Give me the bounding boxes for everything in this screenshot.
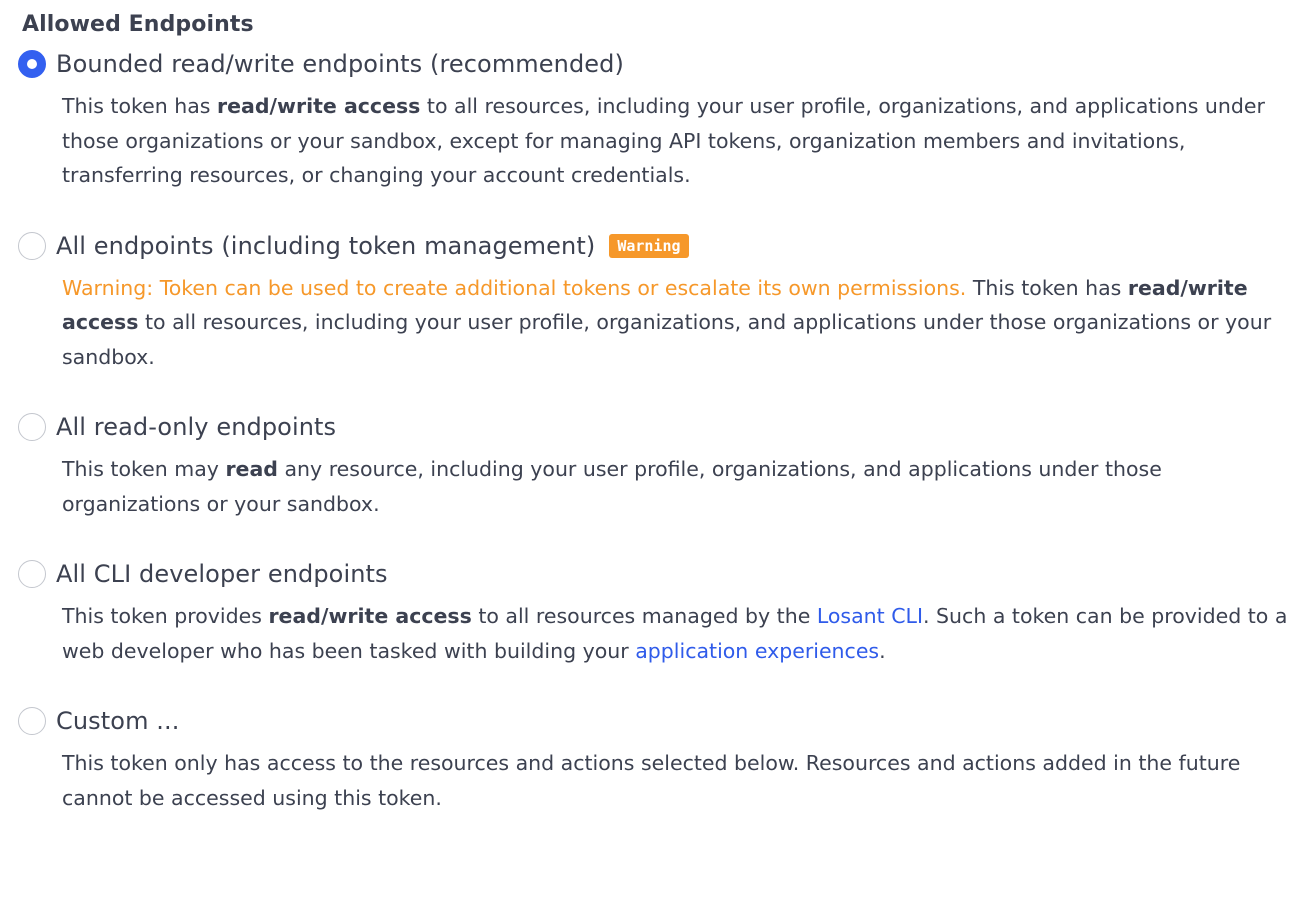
option-desc-all-endpoints: Warning: Token can be used to create additional tokens or escalate its own permissions. This token has read/write access to all resources, including your user profile, organizations, and applications under those organizations or your sandbox. [62,275,1272,369]
application-experiences-link[interactable]: application experiences [635,638,880,663]
option-read-only[interactable] [18,412,1296,521]
option-custom[interactable] [18,706,1296,815]
option-desc-custom: This token only has access to the resources and actions selected below. Resources and actions added in the future cannot be accessed using this token. [62,751,1241,810]
option-desc-bounded-read-write: This token has read/write access to all resources, including your user profile, organizations, and applications under those organizations or your sandbox, except for managing API tokens, organization members and invitations, transferring resources, or changing your account credentials. [62,94,1265,187]
section-title: Allowed Endpoints [22,12,254,37]
radio-all-endpoints[interactable] [18,232,46,260]
warning-badge: Warning [609,234,688,258]
option-label-read-only[interactable]: All read-only endpoints [56,413,337,441]
option-label-all-endpoints[interactable]: All endpoints (including token management) [56,231,596,260]
option-all-endpoints[interactable] [18,231,1296,375]
radio-selected-dot [27,59,37,69]
option-label-cli-developer[interactable]: All CLI developer endpoints [56,560,388,588]
option-label-custom[interactable]: Custom ... [56,707,180,735]
losant-cli-link[interactable]: Losant CLI [816,604,924,628]
option-label-bounded-read-write[interactable]: Bounded read/write endpoints (recommended) [56,50,624,78]
option-bounded-read-write[interactable] [18,49,1296,193]
option-desc-cli-developer: This token provides read/write access to all resources managed by the Losant CLI. Such a token can be provided to a web developer who has been tasked with building your application experiences. [62,604,1288,663]
option-cli-developer[interactable] [18,559,1296,668]
radio-read-only[interactable] [18,413,46,441]
radio-custom[interactable] [18,707,46,735]
radio-bounded-read-write[interactable] [18,50,46,78]
option-desc-read-only: This token may read any resource, including your user profile, organizations, and applications under those organizations or your sandbox. [62,457,1162,516]
radio-cli-developer[interactable] [18,560,46,588]
warning-text: Warning: Token can be used to create additional tokens or escalate its own permissions. [62,275,967,300]
